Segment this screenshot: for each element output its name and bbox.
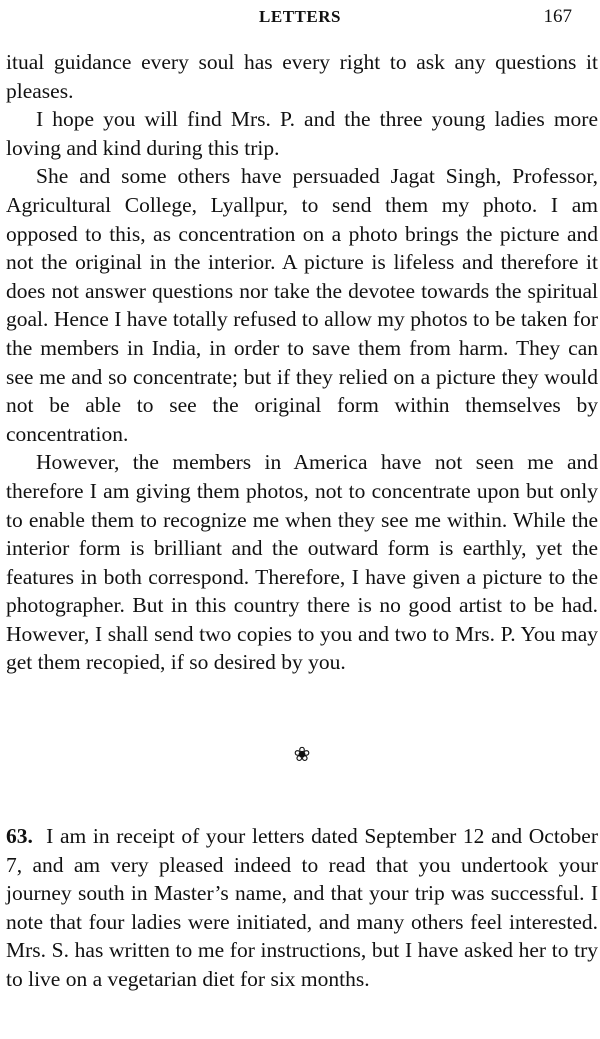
letter-number: 63. — [6, 824, 33, 849]
body-text — [6, 48, 598, 994]
section-separator-icon: ❀ — [293, 744, 311, 767]
letter-63 — [6, 822, 598, 994]
running-title: LETTERS — [259, 7, 341, 26]
running-header — [0, 3, 600, 31]
letter-text: I am in receipt of your letters dated September 12 and October 7, and am very pleased indeed to read that you undertook your journey south in Master’s name, and that your trip was successful. I note that four ladies were initiated, and many others feel interested. Mrs. S. has written to me for instructions, but I have asked her to try to live on a vegetarian diet for six months. — [6, 824, 599, 992]
page-number: 167 — [543, 6, 572, 27]
paragraph-continuation: itual guidance every soul has every right to ask any questions it pleases. — [6, 50, 598, 103]
paragraph-america-members: However, the members in America have not seen me and therefore I am giving them photos, not to concentrate upon but only to enable them to recognize me when they see me within. While the interior form is brilliant and the outward form is earthly, yet the features in both correspond. Therefore, I have given a picture to the photographer. But in this country there is no good artist to be had. However, I shall send two copies to you and two to Mrs. P. You may get them recopied, if so desired by you. — [6, 450, 598, 675]
paragraph-photo-opposition: She and some others have persuaded Jagat Singh, Professor, Agricultural College, Lyallpur, to send them my photo. I am opposed to this, as concentration on a photo brings the picture and not the original in the interior. A picture is lifeless and therefore it does not answer questions nor take the devotee towards the spiritual goal. Hence I have totally refused to allow my photos to be taken for the members in India, in order to save them from harm. They can see me and so concentrate; but if they relied on a picture they would not be able to see the original form within themselves by concentration. — [6, 164, 598, 446]
paragraph-hope: I hope you will find Mrs. P. and the three young ladies more loving and kind during this trip. — [6, 107, 598, 160]
